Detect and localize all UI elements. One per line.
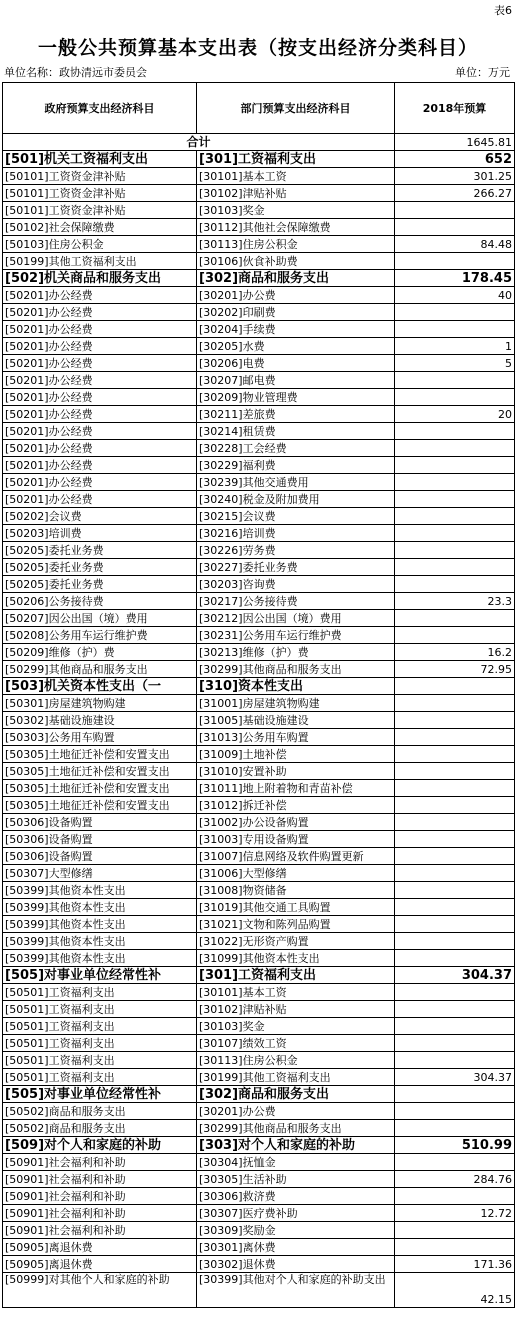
- table-row: [3, 559, 515, 576]
- table-row: [3, 1069, 515, 1086]
- table-row: [3, 797, 515, 814]
- dept-cell: [30103]奖金: [197, 1018, 395, 1035]
- budget-cell: [395, 542, 515, 559]
- table-row: [3, 1154, 515, 1171]
- dept-cell: [30240]税金及附加费用: [197, 491, 395, 508]
- dept-cell: [30214]租赁费: [197, 423, 395, 440]
- table-row: [3, 202, 515, 219]
- dept-cell: [30213]维修（护）费: [197, 644, 395, 661]
- budget-cell: [395, 321, 515, 338]
- budget-cell: 40: [395, 287, 515, 304]
- gov-cell: [50208]公务用车运行维护费: [3, 627, 197, 644]
- gov-cell: [50501]工资福利支出: [3, 1018, 197, 1035]
- gov-cell: [50205]委托业务费: [3, 576, 197, 593]
- dept-cell: [31011]地上附着物和青苗补偿: [197, 780, 395, 797]
- dept-cell: [31002]办公设备购置: [197, 814, 395, 831]
- page-title: 一般公共预算基本支出表（按支出经济分类科目）: [37, 37, 478, 59]
- gov-cell: [50501]工资福利支出: [3, 1001, 197, 1018]
- table-row: [3, 729, 515, 746]
- dept-cell: [30205]水费: [197, 338, 395, 355]
- table-row: [3, 1120, 515, 1137]
- table-row: [3, 576, 515, 593]
- budget-cell: [395, 984, 515, 1001]
- budget-cell: [395, 763, 515, 780]
- column-header-budget: 2018年预算: [395, 83, 515, 134]
- dept-cell: [30229]福利费: [197, 457, 395, 474]
- table-row: [3, 899, 515, 916]
- gov-cell: [50201]办公经费: [3, 491, 197, 508]
- gov-cell: [50206]公务接待费: [3, 593, 197, 610]
- dept-cell: [30231]公务用车运行维护费: [197, 627, 395, 644]
- gov-cell: [50205]委托业务费: [3, 559, 197, 576]
- gov-cell: [50501]工资福利支出: [3, 1035, 197, 1052]
- table-row: [3, 1273, 515, 1308]
- gov-cell: [50201]办公经费: [3, 440, 197, 457]
- budget-cell: 304.37: [395, 1069, 515, 1086]
- budget-cell: 5: [395, 355, 515, 372]
- budget-cell: [395, 1103, 515, 1120]
- gov-cell: [50305]土地征迁补偿和安置支出: [3, 780, 197, 797]
- budget-cell: 266.27: [395, 185, 515, 202]
- budget-cell: [395, 1154, 515, 1171]
- gov-cell: [50102]社会保障缴费: [3, 219, 197, 236]
- total-value: 1645.81: [395, 134, 515, 151]
- table-row: [3, 236, 515, 253]
- budget-cell: 42.15: [395, 1273, 515, 1308]
- table-row: [3, 763, 515, 780]
- table-row: [3, 831, 515, 848]
- dept-cell: [30212]因公出国（境）费用: [197, 610, 395, 627]
- budget-cell: 284.76: [395, 1171, 515, 1188]
- dept-cell: [30209]物业管理费: [197, 389, 395, 406]
- table-row: [3, 389, 515, 406]
- table-row: [3, 865, 515, 882]
- dept-cell: [310]资本性支出: [197, 678, 395, 695]
- dept-cell: [30106]伙食补助费: [197, 253, 395, 270]
- dept-cell: [301]工资福利支出: [197, 967, 395, 984]
- table-row: [3, 355, 515, 372]
- budget-cell: [395, 253, 515, 270]
- dept-cell: [30304]抚恤金: [197, 1154, 395, 1171]
- budget-cell: 304.37: [395, 967, 515, 984]
- dept-cell: [30226]劳务费: [197, 542, 395, 559]
- gov-cell: [50207]因公出国（境）费用: [3, 610, 197, 627]
- dept-cell: [30199]其他工资福利支出: [197, 1069, 395, 1086]
- gov-cell: [50201]办公经费: [3, 474, 197, 491]
- table-row: [3, 916, 515, 933]
- table-row: [3, 542, 515, 559]
- table-row: [3, 219, 515, 236]
- dept-cell: [30217]公务接待费: [197, 593, 395, 610]
- dept-cell: [31003]专用设备购置: [197, 831, 395, 848]
- budget-cell: [395, 1086, 515, 1103]
- gov-cell: [50399]其他资本性支出: [3, 916, 197, 933]
- header-row: [3, 83, 515, 134]
- budget-cell: [395, 780, 515, 797]
- budget-cell: 72.95: [395, 661, 515, 678]
- gov-cell: [50306]设备购置: [3, 814, 197, 831]
- dept-cell: [30207]邮电费: [197, 372, 395, 389]
- budget-cell: [395, 831, 515, 848]
- table-row: [3, 491, 515, 508]
- budget-cell: [395, 712, 515, 729]
- dept-cell: [31022]无形资产购置: [197, 933, 395, 950]
- budget-cell: [395, 202, 515, 219]
- dept-cell: [30216]培训费: [197, 525, 395, 542]
- table-row: [3, 406, 515, 423]
- gov-cell: [50901]社会福利和补助: [3, 1188, 197, 1205]
- gov-cell: [50201]办公经费: [3, 423, 197, 440]
- dept-cell: [30299]其他商品和服务支出: [197, 1120, 395, 1137]
- table-row: [3, 1018, 515, 1035]
- gov-cell: [50399]其他资本性支出: [3, 882, 197, 899]
- table-row: [3, 950, 515, 967]
- gov-cell: [50306]设备购置: [3, 831, 197, 848]
- gov-cell: [50501]工资福利支出: [3, 1052, 197, 1069]
- dept-cell: [30305]生活补助: [197, 1171, 395, 1188]
- column-header-dept: 部门预算支出经济科目: [197, 83, 395, 134]
- table-row: [3, 338, 515, 355]
- gov-cell: [50901]社会福利和补助: [3, 1171, 197, 1188]
- budget-cell: [395, 865, 515, 882]
- dept-cell: [30215]会议费: [197, 508, 395, 525]
- dept-cell: [30102]津贴补贴: [197, 1001, 395, 1018]
- table-row: [3, 984, 515, 1001]
- gov-cell: [50201]办公经费: [3, 389, 197, 406]
- gov-cell: [50201]办公经费: [3, 338, 197, 355]
- budget-cell: [395, 950, 515, 967]
- total-row: [3, 134, 515, 151]
- dept-cell: [30113]住房公积金: [197, 236, 395, 253]
- gov-cell: [50399]其他资本性支出: [3, 899, 197, 916]
- budget-cell: [395, 423, 515, 440]
- table-row: [3, 423, 515, 440]
- gov-cell: [50201]办公经费: [3, 406, 197, 423]
- budget-cell: [395, 814, 515, 831]
- gov-cell: [50202]会议费: [3, 508, 197, 525]
- dept-cell: [31019]其他交通工具购置: [197, 899, 395, 916]
- dept-cell: [30113]住房公积金: [197, 1052, 395, 1069]
- table-row: [3, 185, 515, 202]
- budget-cell: [395, 695, 515, 712]
- budget-cell: 1: [395, 338, 515, 355]
- budget-cell: [395, 933, 515, 950]
- budget-cell: [395, 746, 515, 763]
- dept-cell: [30103]奖金: [197, 202, 395, 219]
- dept-cell: [30101]基本工资: [197, 168, 395, 185]
- unit-name: 单位名称：政协清远市委员会: [4, 66, 147, 79]
- table-row: [3, 1001, 515, 1018]
- gov-cell: [50201]办公经费: [3, 355, 197, 372]
- budget-cell: [395, 899, 515, 916]
- dept-cell: [31001]房屋建筑物购建: [197, 695, 395, 712]
- dept-cell: [303]对个人和家庭的补助: [197, 1137, 395, 1154]
- table-row: [3, 253, 515, 270]
- gov-cell: [50201]办公经费: [3, 457, 197, 474]
- gov-cell: [50501]工资福利支出: [3, 984, 197, 1001]
- budget-cell: 510.99: [395, 1137, 515, 1154]
- gov-cell: [50501]工资福利支出: [3, 1069, 197, 1086]
- dept-cell: [30301]离休费: [197, 1239, 395, 1256]
- budget-cell: [395, 440, 515, 457]
- group-row: [3, 270, 515, 287]
- dept-cell: [31006]大型修缮: [197, 865, 395, 882]
- table-row: [3, 168, 515, 185]
- gov-cell: [50301]房屋建筑物购建: [3, 695, 197, 712]
- dept-cell: [30228]工会经费: [197, 440, 395, 457]
- dept-cell: [30239]其他交通费用: [197, 474, 395, 491]
- gov-cell: [505]对事业单位经常性补: [3, 1086, 197, 1103]
- budget-cell: 20: [395, 406, 515, 423]
- column-header-gov: 政府预算支出经济科目: [3, 83, 197, 134]
- gov-cell: [50905]离退休费: [3, 1256, 197, 1273]
- dept-cell: [30102]津贴补贴: [197, 185, 395, 202]
- budget-cell: [395, 304, 515, 321]
- gov-cell: [50905]离退休费: [3, 1239, 197, 1256]
- dept-cell: [30399]其他对个人和家庭的补助支出: [197, 1273, 395, 1308]
- gov-cell: [505]对事业单位经常性补: [3, 967, 197, 984]
- budget-cell: [395, 882, 515, 899]
- gov-cell: [50901]社会福利和补助: [3, 1222, 197, 1239]
- table-row: [3, 440, 515, 457]
- budget-cell: [395, 1239, 515, 1256]
- budget-cell: [395, 678, 515, 695]
- table-row: [3, 627, 515, 644]
- budget-cell: [395, 848, 515, 865]
- gov-cell: [50201]办公经费: [3, 372, 197, 389]
- budget-cell: [395, 372, 515, 389]
- table-row: [3, 525, 515, 542]
- dept-cell: [30306]救济费: [197, 1188, 395, 1205]
- dept-cell: [31009]土地补偿: [197, 746, 395, 763]
- table-row: [3, 1239, 515, 1256]
- dept-cell: [30203]咨询费: [197, 576, 395, 593]
- table-row: [3, 746, 515, 763]
- dept-cell: [30302]退休费: [197, 1256, 395, 1273]
- dept-cell: [31008]物资储备: [197, 882, 395, 899]
- table-row: [3, 712, 515, 729]
- group-row: [3, 678, 515, 695]
- gov-cell: [50209]维修（护）费: [3, 644, 197, 661]
- budget-cell: [395, 508, 515, 525]
- gov-cell: [50901]社会福利和补助: [3, 1154, 197, 1171]
- table-row: [3, 457, 515, 474]
- table-row: [3, 321, 515, 338]
- dept-cell: [30227]委托业务费: [197, 559, 395, 576]
- gov-cell: [50201]办公经费: [3, 287, 197, 304]
- gov-cell: [50399]其他资本性支出: [3, 950, 197, 967]
- group-row: [3, 151, 515, 168]
- dept-cell: [30206]电费: [197, 355, 395, 372]
- budget-cell: [395, 1035, 515, 1052]
- table-row: [3, 508, 515, 525]
- table-row: [3, 287, 515, 304]
- table-number: 表6: [494, 4, 512, 17]
- budget-cell: [395, 797, 515, 814]
- gov-cell: [50201]办公经费: [3, 321, 197, 338]
- gov-cell: [509]对个人和家庭的补助: [3, 1137, 197, 1154]
- budget-cell: [395, 610, 515, 627]
- budget-cell: [395, 1052, 515, 1069]
- budget-cell: [395, 729, 515, 746]
- budget-cell: [395, 219, 515, 236]
- table-row: [3, 304, 515, 321]
- budget-cell: 12.72: [395, 1205, 515, 1222]
- dept-cell: [302]商品和服务支出: [197, 1086, 395, 1103]
- dept-cell: [30211]差旅费: [197, 406, 395, 423]
- gov-cell: [50502]商品和服务支出: [3, 1103, 197, 1120]
- gov-cell: [50999]对其他个人和家庭的补助: [3, 1273, 197, 1308]
- budget-cell: [395, 916, 515, 933]
- gov-cell: [50306]设备购置: [3, 848, 197, 865]
- gov-cell: [50305]土地征迁补偿和安置支出: [3, 763, 197, 780]
- group-row: [3, 1086, 515, 1103]
- gov-cell: [50399]其他资本性支出: [3, 933, 197, 950]
- budget-table: [2, 82, 515, 1308]
- gov-cell: [50101]工资资金津补贴: [3, 185, 197, 202]
- gov-cell: [50305]土地征迁补偿和安置支出: [3, 746, 197, 763]
- gov-cell: [50201]办公经费: [3, 304, 197, 321]
- gov-cell: [50305]土地征迁补偿和安置支出: [3, 797, 197, 814]
- budget-cell: [395, 1018, 515, 1035]
- table-row: [3, 610, 515, 627]
- dept-cell: [302]商品和服务支出: [197, 270, 395, 287]
- table-row: [3, 593, 515, 610]
- budget-cell: [395, 474, 515, 491]
- table-row: [3, 848, 515, 865]
- table-row: [3, 1052, 515, 1069]
- table-row: [3, 372, 515, 389]
- budget-cell: [395, 491, 515, 508]
- budget-cell: [395, 389, 515, 406]
- budget-cell: 652: [395, 151, 515, 168]
- budget-cell: [395, 1120, 515, 1137]
- dept-cell: [30112]其他社会保障缴费: [197, 219, 395, 236]
- table-row: [3, 1222, 515, 1239]
- budget-cell: 178.45: [395, 270, 515, 287]
- budget-cell: [395, 1001, 515, 1018]
- budget-cell: [395, 576, 515, 593]
- table-row: [3, 1188, 515, 1205]
- dept-cell: [30307]医疗费补助: [197, 1205, 395, 1222]
- table-row: [3, 1205, 515, 1222]
- table-row: [3, 882, 515, 899]
- gov-cell: [50199]其他工资福利支出: [3, 253, 197, 270]
- gov-cell: [50205]委托业务费: [3, 542, 197, 559]
- gov-cell: [503]机关资本性支出（一: [3, 678, 197, 695]
- unit-label: 单位：万元: [455, 66, 510, 79]
- gov-cell: [501]机关工资福利支出: [3, 151, 197, 168]
- budget-cell: [395, 1188, 515, 1205]
- table-row: [3, 474, 515, 491]
- group-row: [3, 1137, 515, 1154]
- budget-cell: [395, 559, 515, 576]
- dept-cell: [301]工资福利支出: [197, 151, 395, 168]
- budget-cell: [395, 525, 515, 542]
- gov-cell: [50101]工资资金津补贴: [3, 168, 197, 185]
- total-label: 合计: [3, 134, 395, 151]
- gov-cell: [50101]工资资金津补贴: [3, 202, 197, 219]
- table-row: [3, 1035, 515, 1052]
- table-row: [3, 1171, 515, 1188]
- table-row: [3, 780, 515, 797]
- table-row: [3, 1256, 515, 1273]
- dept-cell: [31021]文物和陈列品购置: [197, 916, 395, 933]
- dept-cell: [31005]基础设施建设: [197, 712, 395, 729]
- dept-cell: [31099]其他资本性支出: [197, 950, 395, 967]
- gov-cell: [50303]公务用车购置: [3, 729, 197, 746]
- dept-cell: [31012]拆迁补偿: [197, 797, 395, 814]
- dept-cell: [30107]绩效工资: [197, 1035, 395, 1052]
- budget-cell: 301.25: [395, 168, 515, 185]
- budget-cell: 23.3: [395, 593, 515, 610]
- gov-cell: [50299]其他商品和服务支出: [3, 661, 197, 678]
- table-row: [3, 644, 515, 661]
- budget-cell: [395, 627, 515, 644]
- table-row: [3, 933, 515, 950]
- budget-cell: 16.2: [395, 644, 515, 661]
- group-row: [3, 967, 515, 984]
- dept-cell: [30299]其他商品和服务支出: [197, 661, 395, 678]
- gov-cell: [50901]社会福利和补助: [3, 1205, 197, 1222]
- dept-cell: [30101]基本工资: [197, 984, 395, 1001]
- budget-cell: 84.48: [395, 236, 515, 253]
- dept-cell: [30201]办公费: [197, 287, 395, 304]
- gov-cell: [50203]培训费: [3, 525, 197, 542]
- gov-cell: [502]机关商品和服务支出: [3, 270, 197, 287]
- dept-cell: [30201]办公费: [197, 1103, 395, 1120]
- gov-cell: [50502]商品和服务支出: [3, 1120, 197, 1137]
- budget-cell: [395, 457, 515, 474]
- dept-cell: [31007]信息网络及软件购置更新: [197, 848, 395, 865]
- table-row: [3, 814, 515, 831]
- dept-cell: [30309]奖励金: [197, 1222, 395, 1239]
- budget-cell: [395, 1222, 515, 1239]
- gov-cell: [50103]住房公积金: [3, 236, 197, 253]
- gov-cell: [50307]大型修缮: [3, 865, 197, 882]
- table-row: [3, 661, 515, 678]
- dept-cell: [30202]印刷费: [197, 304, 395, 321]
- table-row: [3, 695, 515, 712]
- gov-cell: [50302]基础设施建设: [3, 712, 197, 729]
- dept-cell: [31010]安置补助: [197, 763, 395, 780]
- budget-cell: 171.36: [395, 1256, 515, 1273]
- dept-cell: [30204]手续费: [197, 321, 395, 338]
- table-row: [3, 1103, 515, 1120]
- dept-cell: [31013]公务用车购置: [197, 729, 395, 746]
